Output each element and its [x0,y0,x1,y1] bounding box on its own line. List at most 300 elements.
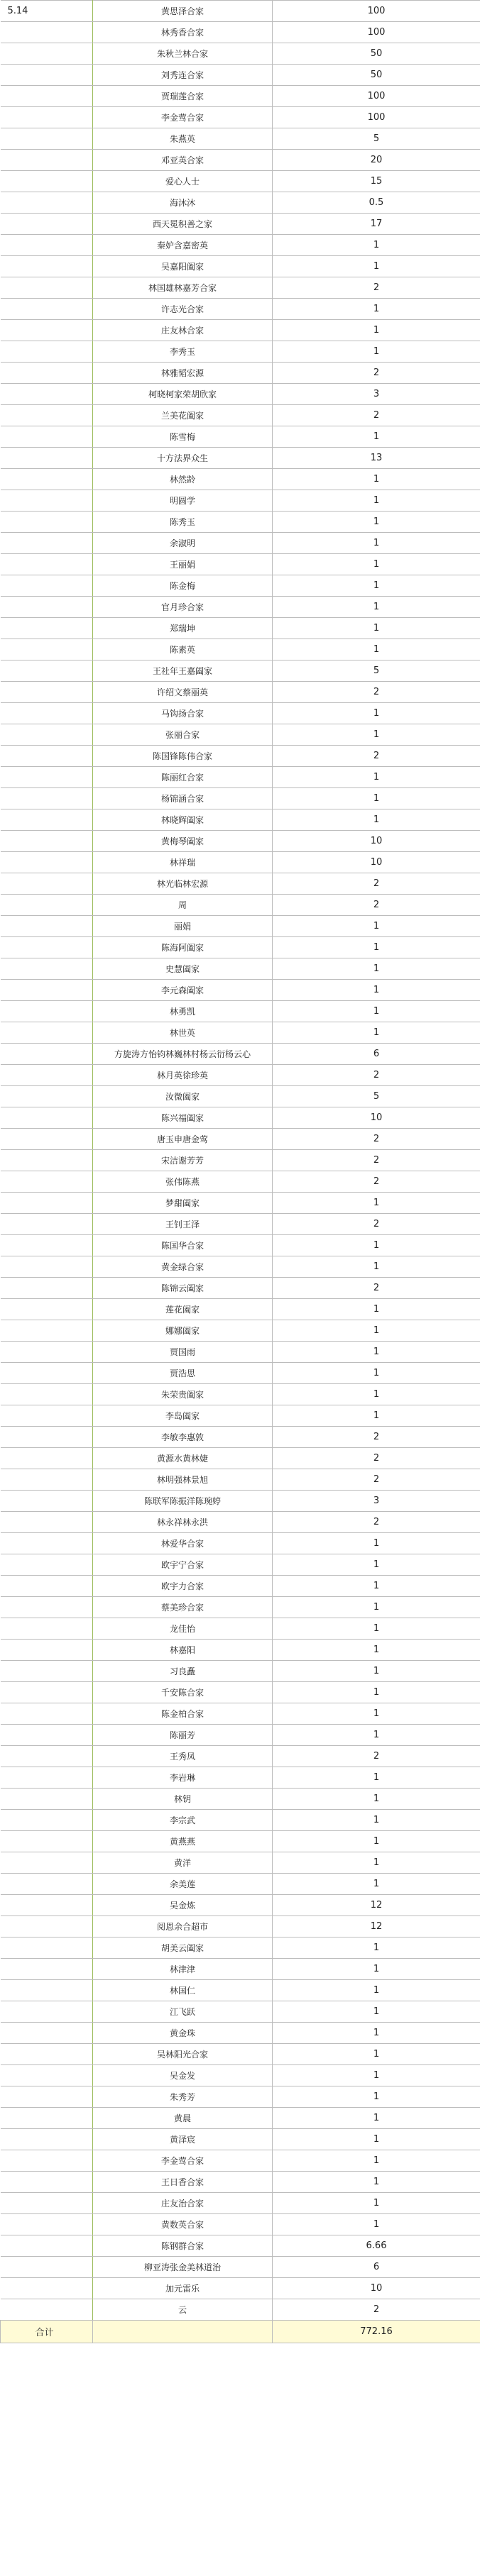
donor-name: 爱心人士 [93,171,273,192]
donor-name: 陈钢群合家 [93,2235,273,2257]
donor-name: 李金莺合家 [93,2150,273,2172]
donation-amount: 50 [273,65,480,86]
blank-date-cell [1,1065,93,1086]
table-row [1,2214,480,2235]
donation-amount: 1 [273,426,480,448]
donor-name: 林国雄林嘉芳合家 [93,277,273,299]
blank-date-cell [1,469,93,490]
donor-name: 朱秀芳 [93,2086,273,2108]
table-row [1,1618,480,1640]
donor-name: 林世英 [93,1022,273,1044]
blank-date-cell [1,2299,93,2321]
donation-amount: 1 [273,1554,480,1576]
donor-name: 林勇凯 [93,1001,273,1022]
table-row [1,2299,480,2321]
donor-name: 秦妒含嘉密英 [93,235,273,256]
donation-amount: 1 [273,2172,480,2193]
blank-date-cell [1,128,93,150]
table-row [1,1789,480,1810]
table-row [1,2023,480,2044]
donation-amount: 1 [273,1533,480,1554]
blank-date-cell [1,1448,93,1469]
donor-name: 朱燕英 [93,128,273,150]
donation-amount: 1 [273,703,480,724]
donor-name: 兰美花阖家 [93,405,273,426]
blank-date-cell [1,22,93,43]
donor-name: 陈锦云阖家 [93,1278,273,1299]
blank-date-cell [1,1193,93,1214]
donation-amount: 1 [273,490,480,512]
donation-amount: 20 [273,150,480,171]
blank-date-cell [1,65,93,86]
donation-amount: 2 [273,746,480,767]
donation-amount: 2 [273,1512,480,1533]
blank-date-cell [1,1363,93,1384]
table-row [1,682,480,703]
blank-date-cell [1,767,93,788]
donation-amount: 10 [273,1107,480,1129]
donor-name: 黄思泽合家 [93,1,273,22]
total-name-cell [93,2321,273,2343]
donor-name: 郑瑞坤 [93,618,273,639]
donor-name: 吴嘉阳阖家 [93,256,273,277]
donation-amount: 1 [273,2044,480,2065]
donor-name: 朱荣贵阖家 [93,1384,273,1405]
donor-name: 欧宇力合家 [93,1576,273,1597]
blank-date-cell [1,1916,93,1937]
donation-amount: 1 [273,1789,480,1810]
donor-name: 十方法界众生 [93,448,273,469]
table-row [1,1278,480,1299]
table-row [1,86,480,107]
donor-name: 江飞跃 [93,2001,273,2023]
blank-date-cell [1,1682,93,1703]
blank-date-cell [1,831,93,852]
blank-date-cell [1,235,93,256]
donation-amount: 10 [273,831,480,852]
donor-name: 黄晨 [93,2108,273,2129]
blank-date-cell [1,192,93,214]
table-row [1,171,480,192]
blank-date-cell [1,1320,93,1342]
table-row [1,2001,480,2023]
table-row [1,2065,480,2086]
blank-date-cell [1,1703,93,1725]
donation-amount: 1 [273,1342,480,1363]
donation-amount: 2 [273,873,480,895]
donor-name: 林祥瑞 [93,852,273,873]
donation-amount: 1 [273,597,480,618]
table-row [1,1810,480,1831]
donor-name: 蔡美珍合家 [93,1597,273,1618]
table-row [1,1448,480,1469]
blank-date-cell [1,86,93,107]
blank-date-cell [1,1874,93,1895]
table-row [1,916,480,937]
donation-amount: 1 [273,1937,480,1959]
donor-name: 黄梅琴阖家 [93,831,273,852]
table-row [1,746,480,767]
donor-name: 吴金发 [93,2065,273,2086]
donor-name: 余美莲 [93,1874,273,1895]
table-row [1,937,480,958]
donation-amount: 1 [273,1235,480,1256]
donor-name: 林月英徐珍英 [93,1065,273,1086]
blank-date-cell [1,2086,93,2108]
blank-date-cell [1,1618,93,1640]
donation-amount: 1 [273,256,480,277]
donor-name: 习良矗 [93,1661,273,1682]
donation-amount: 1 [273,2129,480,2150]
table-row [1,1320,480,1342]
table-row [1,660,480,682]
blank-date-cell [1,1767,93,1789]
donor-name: 李金莺合家 [93,107,273,128]
table-row [1,1086,480,1107]
blank-date-cell [1,1491,93,1512]
table-row [1,1533,480,1554]
blank-date-cell [1,299,93,320]
table-row [1,1342,480,1363]
table-row [1,724,480,746]
donation-amount: 1 [273,1852,480,1874]
blank-date-cell [1,2023,93,2044]
donor-name: 林国仁 [93,1980,273,2001]
table-row [1,1405,480,1427]
donation-amount: 1 [273,341,480,363]
table-row [1,1554,480,1576]
total-row [1,2321,480,2343]
table-row [1,767,480,788]
donor-name: 汝微阖家 [93,1086,273,1107]
donation-amount: 1 [273,1001,480,1022]
table-row [1,384,480,405]
blank-date-cell [1,171,93,192]
donor-name: 林光临林宏源 [93,873,273,895]
donor-name: 许绍文蔡丽英 [93,682,273,703]
blank-date-cell [1,937,93,958]
donor-name: 邓亚英合家 [93,150,273,171]
donor-name: 王秀凤 [93,1746,273,1767]
donor-name: 余淑明 [93,533,273,554]
blank-date-cell [1,2129,93,2150]
table-row [1,363,480,384]
total-label: 合计 [1,2321,93,2343]
donation-amount: 1 [273,1959,480,1980]
donor-name: 林晓辉阖家 [93,809,273,831]
blank-date-cell [1,1214,93,1235]
blank-date-cell [1,1554,93,1576]
blank-date-cell [1,852,93,873]
blank-date-cell [1,2172,93,2193]
donor-name: 马钩扬合家 [93,703,273,724]
donation-amount: 1 [273,1810,480,1831]
table-row [1,1469,480,1491]
donor-name: 陈丽芳 [93,1725,273,1746]
donation-amount: 1 [273,724,480,746]
table-row [1,618,480,639]
donation-amount: 1 [273,469,480,490]
blank-date-cell [1,533,93,554]
blank-date-cell [1,724,93,746]
donation-amount: 1 [273,575,480,597]
donation-amount: 10 [273,2278,480,2299]
blank-date-cell [1,895,93,916]
donor-name: 李宗武 [93,1810,273,1831]
donation-amount: 1 [273,2193,480,2214]
donor-name: 林嘉阳 [93,1640,273,1661]
table-row [1,1959,480,1980]
blank-date-cell [1,703,93,724]
table-row [1,533,480,554]
table-row [1,107,480,128]
donation-amount: 2 [273,405,480,426]
donor-name: 王日香合家 [93,2172,273,2193]
donor-name: 陈海阿阖家 [93,937,273,958]
donor-name: 海沐沐 [93,192,273,214]
donation-amount: 1 [273,1725,480,1746]
donation-amount: 1 [273,1320,480,1342]
donation-amount: 6 [273,1044,480,1065]
donation-amount: 1 [273,512,480,533]
table-row [1,426,480,448]
table-row [1,1363,480,1384]
blank-date-cell [1,1384,93,1405]
table-row [1,405,480,426]
blank-date-cell [1,682,93,703]
table-row [1,597,480,618]
table-row [1,575,480,597]
table-row [1,2278,480,2299]
blank-date-cell [1,1852,93,1874]
donation-amount: 1 [273,618,480,639]
table-row [1,2257,480,2278]
donation-amount: 5 [273,1086,480,1107]
table-row [1,1874,480,1895]
donation-amount: 1 [273,1682,480,1703]
donor-name: 陈金梅 [93,575,273,597]
table-row [1,1831,480,1852]
donor-name: 龙佳怡 [93,1618,273,1640]
blank-date-cell [1,1001,93,1022]
blank-date-cell [1,256,93,277]
donation-amount: 1 [273,2086,480,2108]
donor-name: 林然龄 [93,469,273,490]
blank-date-cell [1,1342,93,1363]
table-row [1,1916,480,1937]
blank-date-cell [1,1469,93,1491]
donation-amount: 2 [273,1171,480,1193]
table-row [1,1214,480,1235]
donor-name: 贾瑞莲合家 [93,86,273,107]
blank-date-cell [1,512,93,533]
table-row [1,1491,480,1512]
blank-date-cell [1,746,93,767]
donation-table-body [1,1,480,2321]
blank-date-cell [1,1597,93,1618]
blank-date-cell [1,1895,93,1916]
blank-date-cell [1,1171,93,1193]
blank-date-cell [1,2278,93,2299]
blank-date-cell [1,1789,93,1810]
donor-name: 丽娟 [93,916,273,937]
table-row [1,1299,480,1320]
blank-date-cell [1,1959,93,1980]
donation-amount: 17 [273,214,480,235]
donation-amount: 2 [273,1214,480,1235]
donation-amount: 1 [273,299,480,320]
donor-name: 吴金炼 [93,1895,273,1916]
donor-name: 黄源水黄林婕 [93,1448,273,1469]
donation-amount: 1 [273,1576,480,1597]
blank-date-cell [1,1725,93,1746]
donation-amount: 6.66 [273,2235,480,2257]
donation-amount: 13 [273,448,480,469]
donation-amount: 12 [273,1895,480,1916]
donor-name: 陈金柏合家 [93,1703,273,1725]
table-row [1,2172,480,2193]
donation-amount: 2 [273,1065,480,1086]
blank-date-cell [1,575,93,597]
donation-amount: 1 [273,1256,480,1278]
blank-date-cell [1,1150,93,1171]
donation-amount: 50 [273,43,480,65]
blank-date-cell [1,980,93,1001]
donation-amount: 2 [273,1746,480,1767]
donation-amount: 2 [273,1448,480,1469]
donor-name: 林津津 [93,1959,273,1980]
table-row [1,1597,480,1618]
blank-date-cell [1,618,93,639]
blank-date-cell [1,597,93,618]
blank-date-cell [1,426,93,448]
donation-amount: 1 [273,980,480,1001]
donation-amount: 100 [273,1,480,22]
table-row [1,980,480,1001]
blank-date-cell [1,107,93,128]
blank-date-cell [1,2001,93,2023]
donation-amount: 1 [273,1299,480,1320]
table-row [1,1703,480,1725]
table-row [1,1001,480,1022]
donor-name: 贾国雨 [93,1342,273,1363]
donor-name: 张丽合家 [93,724,273,746]
donor-name: 吴林阳光合家 [93,2044,273,2065]
donor-name: 林秀香合家 [93,22,273,43]
donation-amount: 1 [273,1640,480,1661]
table-row [1,2044,480,2065]
donation-amount: 2 [273,895,480,916]
donor-name: 陈国锋陈伟合家 [93,746,273,767]
donor-name: 梦甜阖家 [93,1193,273,1214]
donation-amount: 5 [273,660,480,682]
blank-date-cell [1,1235,93,1256]
table-row [1,1576,480,1597]
donation-amount: 1 [273,1384,480,1405]
donor-name: 许志光合家 [93,299,273,320]
blank-date-cell [1,554,93,575]
table-row [1,831,480,852]
donor-name: 唐玉申唐金莺 [93,1129,273,1150]
table-row [1,43,480,65]
donor-name: 黄燕燕 [93,1831,273,1852]
donor-name: 西天冕积善之家 [93,214,273,235]
blank-date-cell [1,1533,93,1554]
blank-date-cell [1,2065,93,2086]
donor-name: 林明强林景旭 [93,1469,273,1491]
blank-date-cell [1,1937,93,1959]
donor-name: 王钊王泽 [93,1214,273,1235]
table-row [1,2108,480,2129]
table-row [1,320,480,341]
donation-amount: 2 [273,363,480,384]
donation-amount: 1 [273,554,480,575]
donor-name: 千安陈合家 [93,1682,273,1703]
blank-date-cell [1,2257,93,2278]
table-row [1,2193,480,2214]
donor-name: 林钥 [93,1789,273,1810]
donor-name: 阅恩余合超市 [93,1916,273,1937]
table-row [1,958,480,980]
blank-date-cell [1,958,93,980]
donation-amount: 1 [273,1022,480,1044]
donation-amount: 1 [273,1831,480,1852]
table-row [1,1256,480,1278]
donor-name: 张伟陈燕 [93,1171,273,1193]
blank-date-cell [1,341,93,363]
donor-name: 胡美云阖家 [93,1937,273,1959]
donation-amount: 1 [273,937,480,958]
blank-date-cell [1,809,93,831]
donor-name: 加元雷乐 [93,2278,273,2299]
donor-name: 李岛阖家 [93,1405,273,1427]
table-row [1,1682,480,1703]
table-row [1,192,480,214]
donation-amount: 1 [273,639,480,660]
table-row [1,1065,480,1086]
table-row [1,788,480,809]
donation-amount: 2 [273,1427,480,1448]
donor-name: 云 [93,2299,273,2321]
blank-date-cell [1,2150,93,2172]
table-row [1,1767,480,1789]
table-row [1,256,480,277]
table-row [1,1640,480,1661]
donation-amount: 1 [273,2065,480,2086]
donor-name: 李秀玉 [93,341,273,363]
donor-name: 陈雪梅 [93,426,273,448]
table-row [1,639,480,660]
blank-date-cell [1,1831,93,1852]
table-row [1,2086,480,2108]
blank-date-cell [1,1299,93,1320]
donation-amount: 10 [273,852,480,873]
donor-name: 明圆学 [93,490,273,512]
donation-amount: 2 [273,1150,480,1171]
donor-name: 黄洋 [93,1852,273,1874]
blank-date-cell [1,1086,93,1107]
donor-name: 莲花阖家 [93,1299,273,1320]
donation-amount: 1 [273,1405,480,1427]
table-row [1,1,480,22]
donor-name: 刘秀连合家 [93,65,273,86]
donor-name: 黄数英合家 [93,2214,273,2235]
blank-date-cell [1,1129,93,1150]
donation-amount: 1 [273,1767,480,1789]
blank-date-cell [1,639,93,660]
total-amount: 772.16 [273,2321,480,2343]
donor-name: 陈丽红合家 [93,767,273,788]
